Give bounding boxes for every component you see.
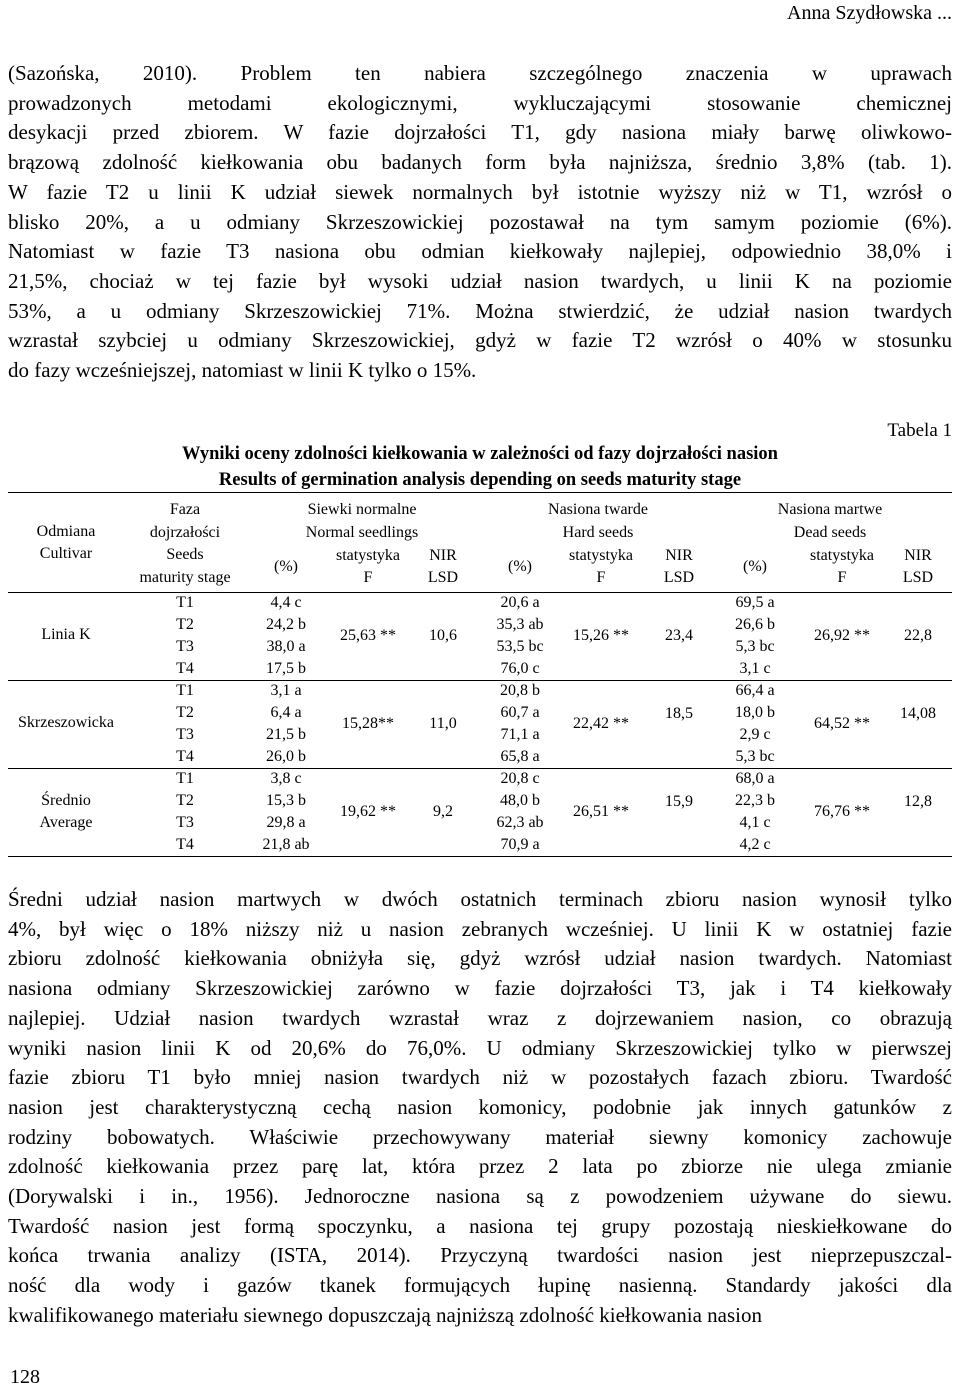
hard-seeds-value: 60,7 a xyxy=(500,704,540,721)
text-line: końca trwania analizy (ISTA, 2014). Przyczyną twardości nasion jest nieprzepuszczal- xyxy=(8,1243,952,1268)
header-lsd: NIR xyxy=(904,547,932,564)
maturity-stage: T3 xyxy=(176,726,194,743)
normal-seedlings-value: 3,8 c xyxy=(270,770,302,787)
normal-seedlings-f: 15,28** xyxy=(342,715,394,732)
normal-seedlings-value: 15,3 b xyxy=(266,792,306,809)
text-line: wzrastał szybciej u odmiany Skrzeszowickiej, gdyż w fazie T2 wzrósł o 40% w stosunku xyxy=(8,328,952,353)
table-rule xyxy=(8,856,952,857)
normal-seedlings-value: 6,4 a xyxy=(270,704,302,721)
text-line: fazie zbioru T1 było mniej nasion twardych niż w pozostałych fazach zbioru. Twardość xyxy=(8,1065,952,1090)
maturity-stage: T4 xyxy=(176,660,194,677)
normal-seedlings-value: 21,8 ab xyxy=(262,836,310,853)
dead-seeds-value: 4,2 c xyxy=(739,836,771,853)
text-line: prowadzonych metodami ekologicznymi, wykluczającymi stosowanie chemicznej xyxy=(8,90,952,115)
header-lsd: LSD xyxy=(902,569,934,586)
hard-seeds-value: 71,1 a xyxy=(500,726,540,743)
dead-seeds-lsd: 12,8 xyxy=(904,793,932,810)
cultivar-name: Average xyxy=(39,814,93,831)
header-hard-seeds: Nasiona twarde xyxy=(548,501,648,518)
header-maturity-stage: dojrzałości xyxy=(149,523,221,541)
header-maturity-stage: Seeds xyxy=(166,546,204,563)
header-statistic: statystyka xyxy=(569,547,633,564)
normal-seedlings-lsd: 11,0 xyxy=(429,715,457,732)
text-line: blisko 20%, a u odmiany Skrzeszowickiej pozostawał na tym samym poziomie (6%). xyxy=(8,209,952,234)
header-dead-seeds: Nasiona martwe xyxy=(777,501,883,518)
text-line: Średni udział nasion martwych w dwóch ostatnich terminach zbioru nasion wynosił tylko xyxy=(8,887,952,911)
text-line: Natomiast w fazie T3 nasiona obu odmian kiełkowały najlepiej, odpowiednio 38,0% i xyxy=(8,239,952,264)
maturity-stage: T4 xyxy=(176,748,194,765)
maturity-stage: T1 xyxy=(176,770,194,787)
header-statistic: statystyka xyxy=(336,547,400,564)
hard-seeds-f: 26,51 ** xyxy=(573,803,629,820)
dead-seeds-value: 2,9 c xyxy=(739,726,771,743)
maturity-stage: T2 xyxy=(176,792,194,809)
paragraph-bottom xyxy=(8,885,952,1331)
dead-seeds-value: 4,1 c xyxy=(739,814,771,831)
dead-seeds-lsd: 14,08 xyxy=(900,705,936,722)
dead-seeds-f: 26,92 ** xyxy=(814,627,870,644)
normal-seedlings-value: 3,1 a xyxy=(270,682,302,699)
paragraph-top xyxy=(8,59,952,386)
hard-seeds-value: 76,0 c xyxy=(500,660,540,677)
text-line: 4%, był więc o 18% niższy niż u nasion zebranych wcześniej. U linii K w ostatniej fazie xyxy=(8,916,952,941)
hard-seeds-lsd: 15,9 xyxy=(665,793,693,810)
dead-seeds-f: 64,52 ** xyxy=(814,715,870,732)
normal-seedlings-value: 4,4 c xyxy=(270,594,302,611)
dead-seeds-value: 5,3 bc xyxy=(735,638,775,655)
maturity-stage: T1 xyxy=(176,682,194,699)
header-normal-seedlings: Normal seedlings xyxy=(305,524,419,541)
dead-seeds-value: 26,6 b xyxy=(735,616,775,633)
hard-seeds-lsd: 23,4 xyxy=(665,627,693,644)
maturity-stage: T4 xyxy=(176,836,194,853)
cultivar-name: Średnio xyxy=(41,792,91,809)
hard-seeds-value: 20,8 b xyxy=(500,682,540,699)
header-dead-seeds: Dead seeds xyxy=(793,524,867,541)
header-maturity-stage: maturity stage xyxy=(139,568,231,586)
text-line: wyniki nasion linii K od 20,6% do 76,0%. U odmiany Skrzeszowickiej tylko w pierwszej xyxy=(8,1035,952,1060)
text-line: najlepiej. Udział nasion twardych wzrastał wraz z dojrzewaniem nasion, co obrazują xyxy=(8,1005,952,1030)
text-line: (Sazońska, 2010). Problem ten nabiera szczególnego znaczenia w uprawach xyxy=(8,61,952,85)
text-line: ność dla wody i gazów tkanek formujących łupinę nasienną. Standardy jakości dla xyxy=(8,1273,952,1298)
dead-seeds-value: 66,4 a xyxy=(735,682,775,699)
text-line: 53%, a u odmiany Skrzeszowickiej 71%. Można stwierdzić, że udział nasion twardych xyxy=(8,298,952,323)
hard-seeds-value: 48,0 b xyxy=(500,792,540,809)
text-line: zbioru zdolność kiełkowania obniżyła się, gdyż wzrósł udział nasion twardych. Natomiast xyxy=(8,946,952,971)
text-line: Twardość nasion jest formą spoczynku, a nasiona tej grupy pozostają nieskiełkowane do xyxy=(8,1213,952,1238)
maturity-stage: T3 xyxy=(176,814,194,831)
header-percent: (%) xyxy=(743,558,767,575)
hard-seeds-value: 70,9 a xyxy=(500,836,540,853)
maturity-stage: T2 xyxy=(176,704,194,721)
header-normal-seedlings: Siewki normalne xyxy=(307,501,417,518)
header-lsd: LSD xyxy=(427,569,459,586)
header-statistic: F xyxy=(596,569,606,586)
hard-seeds-lsd: 18,5 xyxy=(665,705,693,722)
dead-seeds-f: 76,76 ** xyxy=(814,803,870,820)
normal-seedlings-f: 25,63 ** xyxy=(340,627,396,644)
maturity-stage: T1 xyxy=(176,594,194,611)
cultivar-name: Linia K xyxy=(41,626,91,643)
maturity-stage: T2 xyxy=(176,616,194,633)
hard-seeds-value: 53,5 bc xyxy=(496,638,544,655)
header-percent: (%) xyxy=(274,558,298,575)
table-number: Tabela 1 xyxy=(887,420,952,441)
normal-seedlings-value: 21,5 b xyxy=(266,726,306,743)
table-title-en: Results of germination analysis depending on seeds maturity stage xyxy=(218,470,742,490)
hard-seeds-value: 20,6 a xyxy=(500,594,540,611)
header-maturity-stage: Faza xyxy=(169,501,201,518)
dead-seeds-value: 68,0 a xyxy=(735,770,775,787)
text-line: nasiona odmiany Skrzeszowickiej zarówno w fazie dojrzałości T3, jak i T4 kiełkowały xyxy=(8,976,952,1001)
normal-seedlings-value: 38,0 a xyxy=(266,638,306,655)
header-statistic: statystyka xyxy=(810,547,874,564)
table-title-pl: Wyniki oceny zdolności kiełkowania w zależności od fazy dojrzałości nasion xyxy=(182,444,778,464)
header-statistic: F xyxy=(363,569,373,586)
table-rule xyxy=(8,492,952,493)
normal-seedlings-value: 29,8 a xyxy=(266,814,306,831)
normal-seedlings-f: 19,62 ** xyxy=(340,803,396,820)
text-line: kwalifikowanego materiału siewnego dopuszczają najniższą zdolność kiełkowania nasion xyxy=(8,1302,762,1327)
hard-seeds-f: 15,26 ** xyxy=(573,627,629,644)
header-cultivar: Odmiana xyxy=(36,523,96,540)
header-percent: (%) xyxy=(508,558,532,575)
hard-seeds-value: 62,3 ab xyxy=(496,814,544,831)
hard-seeds-value: 65,8 a xyxy=(500,748,540,765)
hard-seeds-value: 35,3 ab xyxy=(496,616,544,633)
page-number: 128 xyxy=(10,1366,40,1388)
running-header: Anna Szydłowska ... xyxy=(787,2,952,24)
text-line: 21,5%, chociaż w tej fazie był wysoki udział nasion twardych, u linii K na poziomie xyxy=(8,268,952,293)
text-line: nasion jest charakterystyczną cechą nasion komonicy, podobnie jak innych gatunków z xyxy=(8,1094,952,1119)
maturity-stage: T3 xyxy=(176,638,194,655)
text-line: (Dorywalski i in., 1956). Jednoroczne nasiona są z powodzeniem używane do siewu. xyxy=(8,1184,952,1209)
normal-seedlings-lsd: 10,6 xyxy=(429,627,457,644)
text-line: zdolność kiełkowania przez parę lat, która przez 2 lata po zbiorze nie ulega zmianie xyxy=(8,1154,952,1179)
normal-seedlings-value: 17,5 b xyxy=(266,660,306,677)
header-hard-seeds: Hard seeds xyxy=(562,524,634,541)
normal-seedlings-value: 26,0 b xyxy=(266,748,306,765)
cultivar-name: Skrzeszowicka xyxy=(18,714,114,731)
dead-seeds-value: 22,3 b xyxy=(735,792,775,809)
hard-seeds-value: 20,8 c xyxy=(500,770,540,787)
text-line: brązową zdolność kiełkowania obu badanych form była najniższa, średnio 3,8% (tab. 1). xyxy=(8,150,952,175)
header-lsd: NIR xyxy=(429,547,457,564)
header-lsd: LSD xyxy=(663,569,695,586)
dead-seeds-value: 18,0 b xyxy=(735,704,775,721)
dead-seeds-value: 3,1 c xyxy=(739,660,771,677)
header-cultivar: Cultivar xyxy=(39,545,93,562)
normal-seedlings-lsd: 9,2 xyxy=(433,803,453,820)
text-line: rodziny bobowatych. Właściwie przechowywany materiał siewny komonicy zachowuje xyxy=(8,1124,952,1149)
hard-seeds-f: 22,42 ** xyxy=(573,715,629,732)
header-statistic: F xyxy=(837,569,847,586)
header-lsd: NIR xyxy=(665,547,693,564)
text-line: do fazy wcześniejszej, natomiast w linii K tylko o 15%. xyxy=(8,358,477,383)
text-line: W fazie T2 u linii K udział siewek normalnych był istotnie wyższy niż w T1, wzrósł o xyxy=(8,179,952,204)
dead-seeds-lsd: 22,8 xyxy=(904,627,932,644)
normal-seedlings-value: 24,2 b xyxy=(266,616,306,633)
dead-seeds-value: 5,3 bc xyxy=(735,748,775,765)
dead-seeds-value: 69,5 a xyxy=(735,594,775,611)
text-line: desykacji przed zbiorem. W fazie dojrzałości T1, gdy nasiona miały barwę oliwkowo- xyxy=(8,120,952,145)
